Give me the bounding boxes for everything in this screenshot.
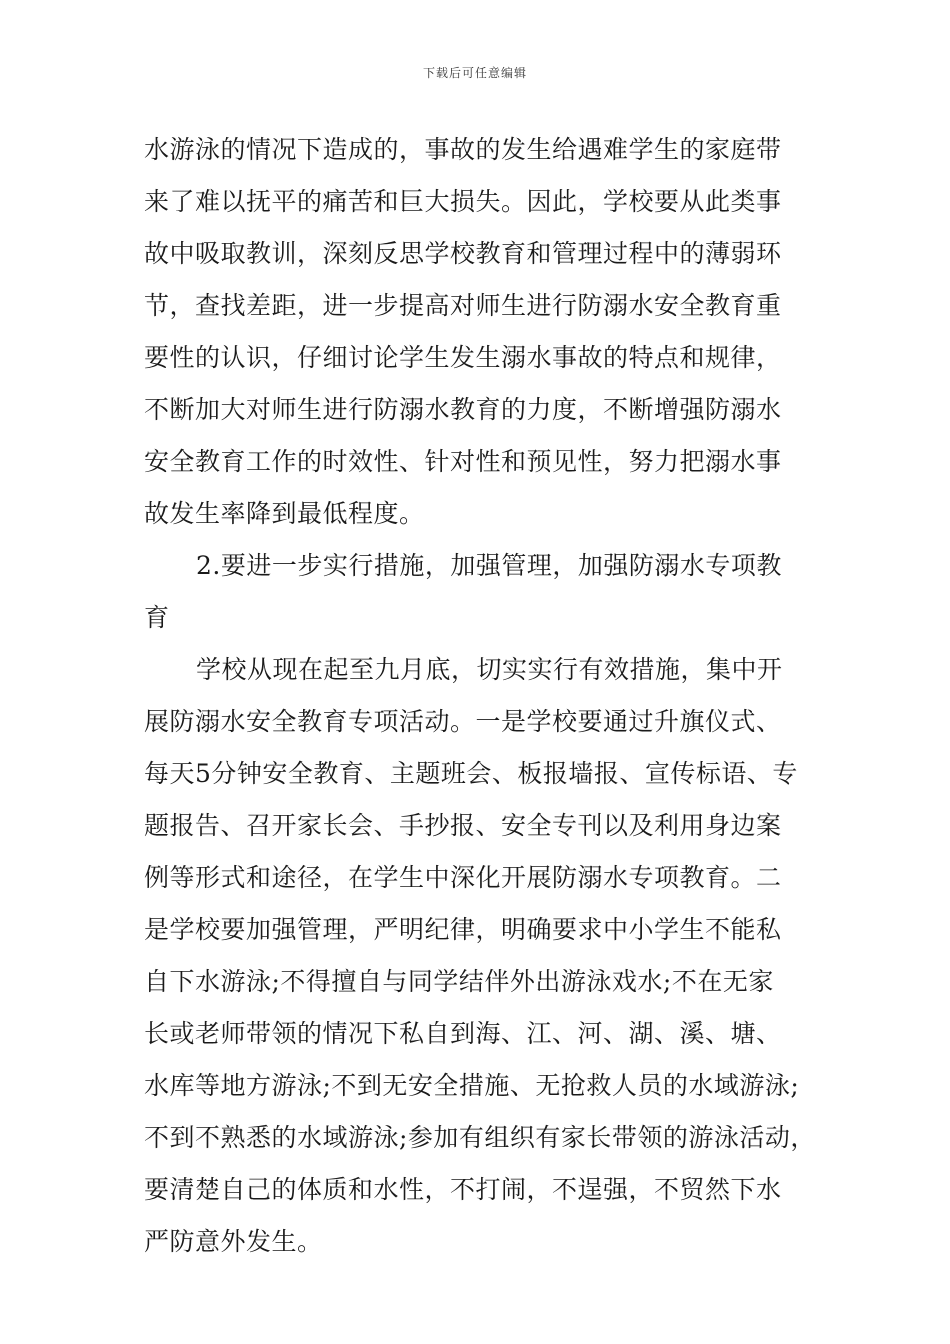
- text-line: 故发生率降到最低程度。: [144, 499, 425, 528]
- text-line: 要清楚自己的体质和水性，不打闹，不逞强，不贸然下水: [144, 1175, 782, 1204]
- text-line: 题报告、召开家长会、手抄报、安全专刊以及利用身边案: [144, 811, 782, 840]
- text-line: 来了难以抚平的痛苦和巨大损失。因此，学校要从此类事: [144, 187, 782, 216]
- text-line: 长或老师带领的情况下私自到海、江、河、湖、溪、塘、: [144, 1019, 782, 1048]
- text-line: 节，查找差距，进一步提高对师生进行防溺水安全教育重: [144, 291, 782, 320]
- section-heading-line: 2.要进一步实行措施，加强管理，加强防溺水专项教: [196, 551, 782, 580]
- text-line: 水游泳的情况下造成的，事故的发生给遇难学生的家庭带: [144, 135, 782, 164]
- text-line: 学校从现在起至九月底，切实实行有效措施，集中开: [196, 655, 783, 684]
- text-line: 安全教育工作的时效性、针对性和预见性，努力把溺水事: [144, 447, 782, 476]
- page-header: 下载后可任意编辑: [422, 66, 527, 80]
- document-body: [144, 124, 824, 1268]
- text-line: 展防溺水安全教育专项活动。一是学校要通过升旗仪式、: [144, 707, 782, 736]
- text-line: 是学校要加强管理，严明纪律，明确要求中小学生不能私: [144, 915, 782, 944]
- text-line: 要性的认识，仔细讨论学生发生溺水事故的特点和规律，: [144, 343, 782, 372]
- text-line: 严防意外发生。: [144, 1227, 323, 1256]
- text-line: 不断加大对师生进行防溺水教育的力度，不断增强防溺水: [144, 395, 782, 424]
- text-line: 每天5分钟安全教育、主题班会、板报墙报、宣传标语、专: [144, 759, 798, 788]
- text-line: 故中吸取教训，深刻反思学校教育和管理过程中的薄弱环: [144, 239, 782, 268]
- text-line: 自下水游泳;不得擅自与同学结伴外出游泳戏水;不在无家: [144, 967, 774, 996]
- text-line: 不到不熟悉的水域游泳;参加有组织有家长带领的游泳活动，: [144, 1123, 816, 1152]
- text-line: 例等形式和途径，在学生中深化开展防溺水专项教育。二: [144, 863, 782, 892]
- text-line: 水库等地方游泳;不到无安全措施、无抢救人员的水域游泳;: [144, 1071, 800, 1100]
- section-heading-line: 育: [144, 603, 170, 632]
